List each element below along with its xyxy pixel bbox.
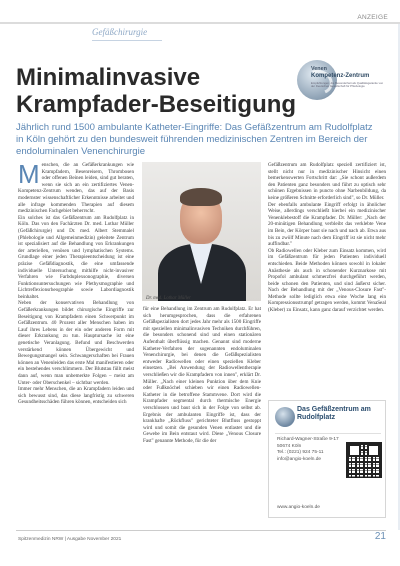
photo-caption: Dr. med. Lothar Müller [146,296,191,301]
contact-name: Das Gefäßzentrum am Rudolfplatz [297,406,371,421]
contact-divider [275,433,381,434]
ad-label: ANZEIGE [357,14,388,21]
footer-source: Spitzenmedizin NRW | Ausgabe November 2021 [18,537,122,542]
address-street: Richard-Wagner-Straße 9-17 [277,437,339,442]
headline-line-2: Krampfader-Beseitigung [16,91,297,118]
rubric-title: Gefäßchirurgie [92,27,148,37]
venen-kompetenz-logo [293,56,385,104]
doctor-portrait [142,162,261,301]
paragraph: Menschen, die an Gefäßerkrankungen wie Krampfadern, Besenreisern, Thrombosen oder offenen Beinen leiden, sind gut beraten, wenn sie sich an ein zertifiziertes Venen-Kompetenz-Zentrum wenden, das auf der Basis modernster wissenschaftlicher Erkenntnisse arbeitet und alle infrage kommenden Therapien auf diesem medizinischen Fachgebiet beherrscht. [18,159,134,215]
paragraph: Der ebenfalls ambulante Eingriff erfolgt in ähnlicher Weise, allerdings verschließt hierbei ein medizinischer Venenklebestoff die Krampfader. Dr. Müller: „Nach der 20-minütigen Behandlung verbleibt das verklebte Vene im Bein, der Körper baut sie nach und nach ab. Etwa aus bis zu zwölf Minute nach dem Eingriff ist sie nicht mehr auffindbar." [268,201,386,248]
article-subline: Jährlich rund 1500 ambulante Katheter-Eingriffe: Das Gefäßzentrum am Rudolfplatz in Köln gehört zu den bundesweit führenden medizinischen Zentren im Bereich der endoluminalen Venenchirurgie [16,122,373,157]
paragraph: Ob Radiowellen oder Kleber zum Einsatz kommen, wird im Gefäßzentrum für jeden Patienten individuell entschieden. Beide Methoden können sowohl in lokaler Anästhesie als auch in schonender Kurznarkose mit Propofol ambulant schmerzfrei durchgeführt werden, beide schonen den Patienten, und sind äußerst sicher. Nach der Behandlung mit der „Venous-Closure Fast"-Methode sollte lediglich etwa eine Woche lang ein Kompressionsstrumpf getragen werden, kommt VenaSeal (Kleber) zu Einsatz, kann ganz darauf verzichtet werden. [268,247,386,314]
article-headline [16,64,316,118]
contact-box [268,400,386,518]
paragraph: Ein solches ist das Gefäßzentrum am Rudolfplatz in Köln. Das von den Fachärzten Dr. med. Lothar Müller (Gefäßchirurgie) und Dr. med. Albert Stemmalel (Phlebologie und Allgemeinmedizin) geleitete Zentrum ist spezialisiert auf die Behandlung von Erkrankungen der arteriellen, venösen und lymphatischen Systems. Grundlage einer jeden Therapieentscheidung ist eine präzise Gefäßdiagnostik, die eine umfassende individuelle Untersuchung mithilfe nicht-invasiver Verfahren wie Farbduplexsonographie, diversen Funktionsuntersuchungen wie Plethysmographie und Lichtreflexionsrheographie sowie Labordiagnostik beinhaltet. [18,214,134,300]
address-email[interactable]: info@angio-koeln.de [277,456,322,462]
logo-line-1: Venen [311,66,327,72]
text-column-3 [268,162,386,314]
logo-line-3: Empfehlungen, die Besonderheit als Qualitätsgarantie von der Deutschen Gesellschaft für Phlebologie [311,81,384,89]
portrait-hair [180,188,222,206]
contact-address [277,437,339,463]
footer-rule [16,530,386,531]
page-number: 21 [374,531,386,542]
gefaesszentrum-logo-icon [275,407,295,427]
header-rule [0,22,400,24]
address-phone: Tel.: (0221) 924 75-11 [277,450,324,456]
text-column-1 [18,159,134,406]
paragraph: Neben der konservativen Behandlung von Gefäßerkrankungen bildet chirurgische Eingriffe zur Beseitigung von Krampfadern einen Schwerpunkt im Gefäßzentrum. 40 Prozent aller Menschen haben im Lauf ihres Lebens in der ein oder anderen Form mit dieser Erkrankung zu tun. Hauptursache ist eine genetische Veranlagung. Befund und Beschwerden verstärkend können Übergewicht und Bewegungsmangel sein. Schwangerschaften bei Frauen können an Venenleiden das erste Mal manifestieren oder ein bestehendes verschlimmern. Der Blutstau füllt meist dann auf, wenn man unbemerkte Folgen – meist am Unter- oder Oberschenkel – sichtbar werden. [18,300,134,386]
contact-website-link[interactable]: www.angio-koeln.de [277,505,320,510]
rubric-underline [92,40,162,41]
text-column-2 [143,306,261,444]
logo-line-2: Kompetenz-Zentrum [311,73,370,79]
qr-code-icon [347,443,381,477]
paragraph: für eine Behandlung im Zentrum am Rudolfplatz. Er hat sich herumgesprochen, dass die erfahrenen Gefäßspezialisten dort jedes Jahr mehr als 1500 Eingriffe mit speziellen minimalinvasiven Techniken durchführen, die besonders schonend sind und einen stationären Aufenthalt überflüssig machen. Genannt sind moderne Katheter-Verfahren der sogenannten endoluminalen Venenchirurgie, bei denen die Gefäßspezialisten entweder Radiowellen oder einen speziellen Kleber einsetzen. „Bei Anwendung der Radiowellentherapie verschließen wir die Krampfadern von innen", erklärt Dr. Müller. „Nach einer kleinen Punktion über dem Knie oder Fußknöchel schieben wir einen Radiowellen-Katheter in die betroffene Stammvene. Dort wird die Krampfader segmental durch thermische Energie verschlossen und baut sich in der Folge von selbst ab. Ergebnis der ambulanten Eingriffe ist, dass der krankhafte „Rückfluss" gerichteter Blutfluss gestoppt wird und somit die gesunden Venen entlastet und die Gewebe im Bein entstaut wird. Diese „Venous Closure Fast" genannte Methode, für die der [143,306,261,444]
headline-line-1: Minimalinvasive [16,64,201,91]
paragraph: Gefäßzentrum am Rudolfplatz speziell zertifiziert ist, stellt nicht nur in medizinischer Hinsicht einen bemerkenswerten Fortschritt dar: „Sie schont außerdem den Patienten ganz besonders und führt zu optisch sehr schönen Ergebnissen in puncto ohne Narbenbildung, da keine größeren Schnitte erforderlich sind", so Dr. Müller. [268,162,386,201]
paragraph: Immer mehr Menschen, die an Krampfadern leiden und sich bewusst sind, das diese langfristig zu schweren Gesundheitsschäden führen können, entscheiden sich [18,386,134,406]
address-city: 50674 Köln [277,443,302,449]
